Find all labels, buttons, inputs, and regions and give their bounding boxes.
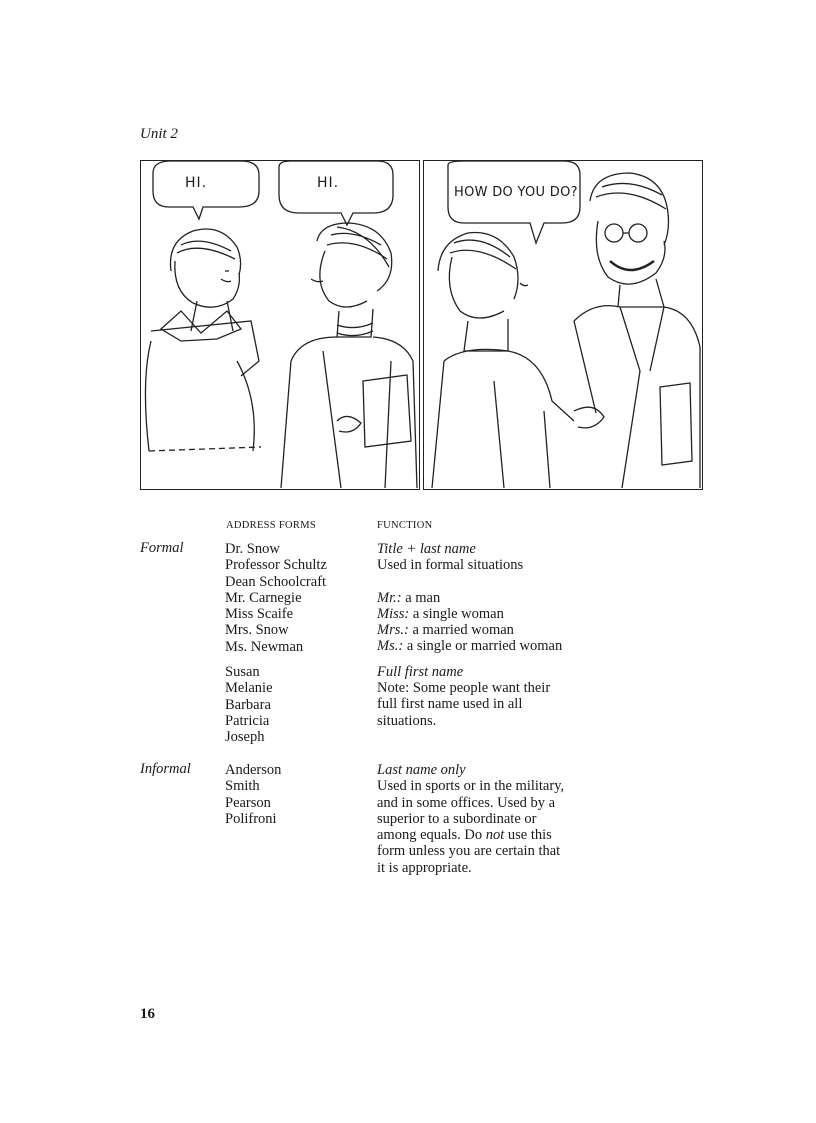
bearded-man-figure: [574, 173, 700, 488]
address-form: Anderson: [225, 762, 282, 778]
address-form: Pearson: [225, 794, 271, 811]
row-label-formal: Formal: [140, 540, 184, 556]
address-form: Joseph: [225, 729, 265, 746]
function-text: Note: Some people want their: [377, 680, 551, 697]
informal-names: [225, 762, 281, 827]
function-heading: Last name only: [377, 762, 466, 778]
function-text: it is appropriate.: [377, 859, 472, 876]
emphasis: not: [485, 827, 505, 844]
address-form: Dr. Snow: [225, 541, 280, 557]
address-form: Susan: [225, 664, 260, 681]
function-text: superior to a subordinate or: [377, 810, 537, 827]
function-definition: [377, 606, 562, 622]
formal-names-titles: [225, 541, 327, 746]
address-form: Polifroni: [225, 810, 277, 827]
address-form: Dean Schoolcraft: [225, 573, 327, 590]
greeting-illustration: [141, 161, 418, 488]
term: Ms.:: [377, 638, 404, 655]
girl-figure: [281, 223, 417, 488]
book-stack-icon: [660, 383, 692, 465]
function-heading: Title + last name: [377, 541, 476, 557]
term: Miss:: [377, 605, 410, 622]
address-form: Mrs. Snow: [225, 622, 289, 639]
illustration-panel-informal-greeting: [140, 160, 420, 490]
formal-functions: [377, 541, 562, 729]
bubble-text-hi-girl: HI.: [317, 175, 340, 191]
address-form: Ms. Newman: [225, 638, 304, 655]
function-text: situations.: [377, 712, 437, 729]
function-definition: [377, 622, 562, 638]
function-text: and in some offices. Used by a: [377, 794, 556, 811]
speech-bubble-woman: [448, 161, 580, 243]
address-form: Melanie: [225, 680, 273, 697]
handshake-icon: [574, 407, 604, 428]
column-header-function: FUNCTION: [377, 520, 433, 531]
function-text: Used in formal situations: [377, 557, 524, 574]
function-text: [377, 827, 564, 843]
function-heading: Full first name: [377, 663, 464, 680]
definition: a single or married woman: [406, 638, 563, 655]
text-run: use this: [507, 827, 552, 844]
term: Mr.:: [377, 589, 402, 606]
page-number: 16: [140, 1006, 155, 1022]
address-form: Smith: [225, 778, 260, 795]
handshake-illustration: [424, 161, 701, 488]
address-form: Patricia: [225, 712, 270, 729]
definition: a man: [405, 589, 441, 606]
boy-figure: [145, 229, 261, 451]
function-definition: [377, 590, 562, 606]
term: Mrs.:: [377, 622, 409, 639]
address-form: Miss Scaife: [225, 606, 294, 623]
column-header-address-forms: ADDRESS FORMS: [226, 520, 316, 531]
bubble-text-hi-boy: HI.: [185, 175, 208, 191]
address-form: Mr. Carnegie: [225, 589, 302, 606]
address-form: Professor Schultz: [225, 557, 327, 574]
address-form: Barbara: [225, 696, 271, 713]
woman-figure: [432, 233, 604, 489]
illustration-panel-formal-greeting: [423, 160, 703, 490]
function-text: full first name used in all: [377, 696, 523, 713]
unit-header: Unit 2: [140, 126, 178, 142]
speech-bubble-girl: [279, 161, 393, 225]
informal-functions: [377, 762, 564, 876]
row-label-informal: Informal: [140, 761, 191, 777]
function-text: form unless you are certain that: [377, 843, 561, 860]
function-text: Used in sports or in the military,: [377, 778, 565, 795]
definition: a single woman: [412, 605, 504, 622]
function-definition: [377, 638, 562, 654]
definition: a married woman: [412, 622, 514, 639]
bubble-text-how-do-you-do: HOW DO YOU DO?: [454, 185, 578, 200]
text-run: among equals. Do: [377, 827, 483, 844]
